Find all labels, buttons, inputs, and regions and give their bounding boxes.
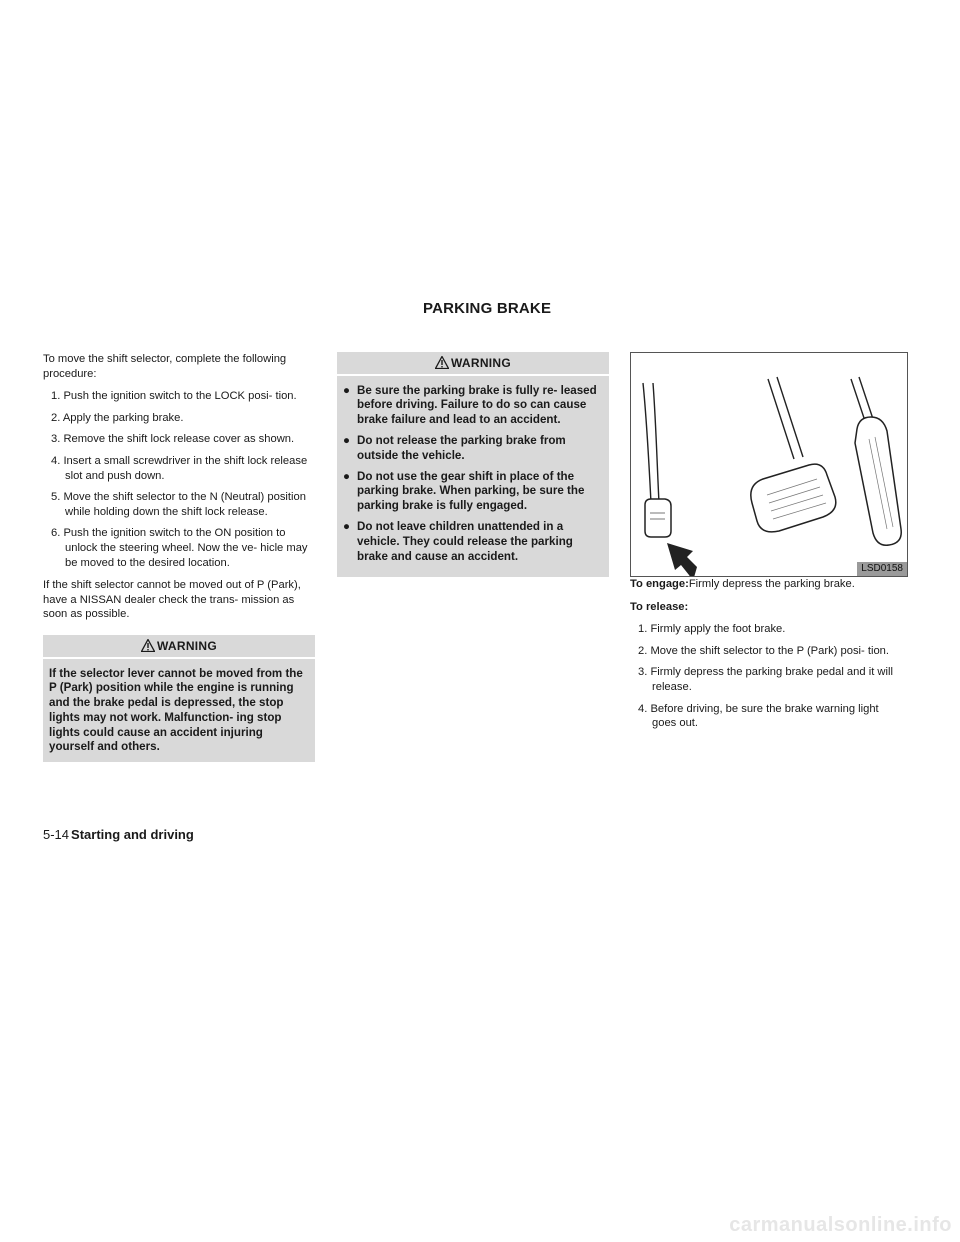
pedal-illustration xyxy=(630,352,908,577)
column-2 xyxy=(337,352,609,577)
list-item xyxy=(343,470,603,514)
bullet-icon: ● xyxy=(343,433,351,447)
bullet-text: Do not use the gear shift in place of the parking brake. When parking, be sure the parking brake is fully engaged. xyxy=(357,469,585,513)
watermark: carmanualsonline.info xyxy=(729,1214,952,1236)
engage-instruction xyxy=(630,577,902,592)
dealer-paragraph: If the shift selector cannot be moved out of P (Park), have a NISSAN dealer check the trans- mission as soon as possible. xyxy=(43,579,301,621)
bullet-icon: ● xyxy=(343,469,351,483)
list-item: 3. Remove the shift lock release cover as shown. xyxy=(51,433,295,446)
bullet-icon: ● xyxy=(343,519,351,533)
page-footer xyxy=(43,827,194,842)
pedal-drawing xyxy=(631,353,907,576)
chapter-title: Starting and driving xyxy=(71,827,194,842)
list-item: 5. Move the shift selector to the N (Neutral) position while holding down the shift lock release. xyxy=(51,491,306,518)
warning-header xyxy=(43,635,315,659)
warning-header xyxy=(337,352,609,376)
bullet-text: Be sure the parking brake is fully re- leased before driving. Failure to do so can cause brake failure and lead to an accident. xyxy=(357,383,597,427)
release-steps-list xyxy=(630,622,902,731)
release-label xyxy=(630,600,902,615)
list-item: 2. Apply the parking brake. xyxy=(51,411,184,424)
warning-triangle-icon xyxy=(141,639,155,652)
warning-title: WARNING xyxy=(156,638,218,653)
warning-box xyxy=(43,635,315,762)
list-item: 4. Before driving, be sure the brake warning light goes out. xyxy=(638,702,879,730)
list-item: 2. Move the shift selector to the P (Park) posi- tion. xyxy=(638,644,890,657)
engage-text: Firmly depress the parking brake. xyxy=(688,578,855,590)
warning-triangle-icon xyxy=(435,356,449,369)
figure-code: LSD0158 xyxy=(857,562,907,576)
release-label-text: To release: xyxy=(630,600,689,613)
list-item xyxy=(343,384,603,428)
section-title: PARKING BRAKE xyxy=(423,300,552,317)
list-item: 3. Firmly depress the parking brake pedal and it will release. xyxy=(638,666,893,693)
list-item xyxy=(343,434,603,464)
warning-text: If the selector lever cannot be moved from the P (Park) position while the engine is running and the brake pedal is depressed, the stop lights may not work. Malfunction- ing stop lights could cause an accident injuring yourself and others. xyxy=(49,666,303,754)
list-item xyxy=(343,520,603,564)
engage-label: To engage: xyxy=(630,578,689,590)
column-3 xyxy=(630,352,902,739)
list-item: 1. Push the ignition switch to the LOCK posi- tion. xyxy=(51,390,297,403)
list-item: 6. Push the ignition switch to the ON position to unlock the steering wheel. Now the ve- hicle may be moved to the desired location. xyxy=(51,527,308,569)
warning-bullet-list xyxy=(343,384,603,565)
bullet-text: Do not leave children unattended in a vehicle. They could release the parking brake and cause an accident. xyxy=(357,519,573,563)
warning-title: WARNING xyxy=(450,356,512,370)
bullet-icon: ● xyxy=(343,383,351,397)
warning-box xyxy=(337,352,609,577)
intro-paragraph: To move the shift selector, complete the following procedure: xyxy=(43,353,287,380)
shift-procedure-list xyxy=(43,389,315,570)
column-1 xyxy=(43,352,315,762)
list-item: 4. Insert a small screwdriver in the shift lock release slot and push down. xyxy=(51,454,308,482)
page-number: 5-14 xyxy=(43,827,70,842)
list-item: 1. Firmly apply the foot brake. xyxy=(638,623,786,636)
bullet-text: Do not release the parking brake from outside the vehicle. xyxy=(357,433,566,462)
